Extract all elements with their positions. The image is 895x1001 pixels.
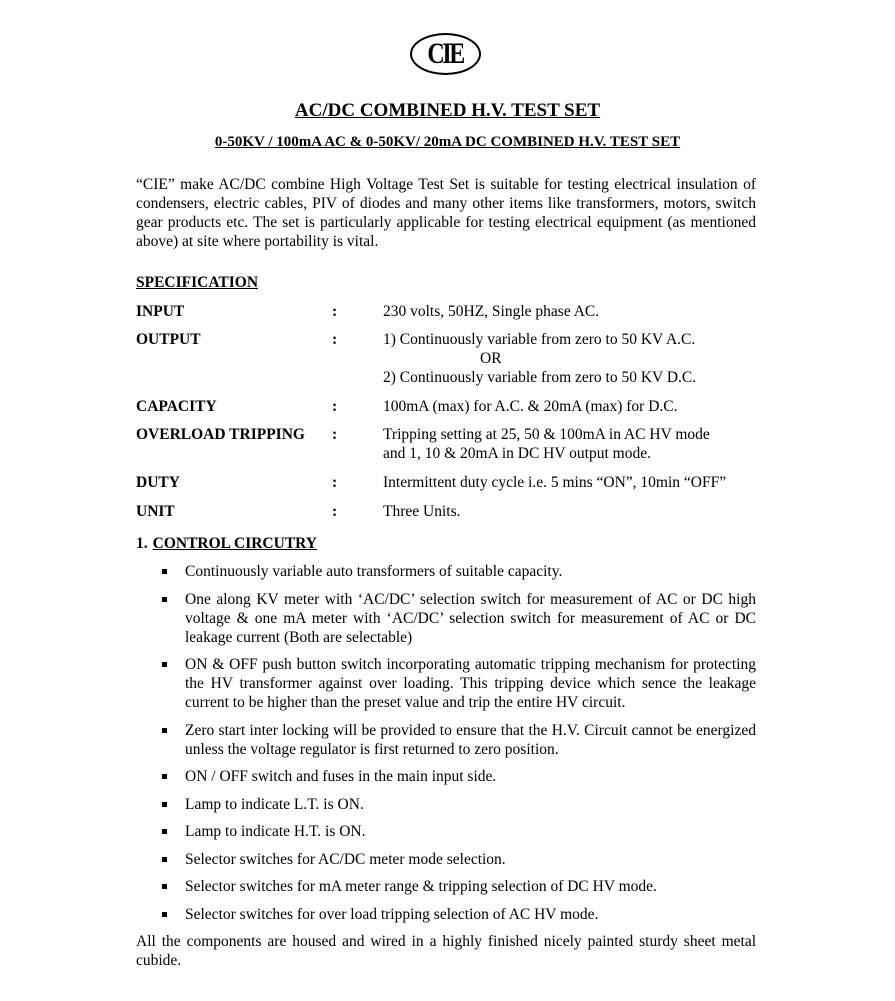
spec-key: OUTPUT <box>136 331 201 348</box>
bullet-square-icon <box>162 774 167 779</box>
section-number: 1. <box>136 535 148 552</box>
logo-text: CIE <box>427 37 464 70</box>
spec-separator: : <box>332 303 338 320</box>
section-title: CONTROL CIRCUTRY <box>152 535 318 552</box>
spec-key: UNIT <box>136 503 175 520</box>
spec-value-or: OR <box>480 350 502 367</box>
spec-key: INPUT <box>136 303 185 320</box>
list-item-text: Selector switches for mA meter range & tripping selection of DC HV mode. <box>185 878 657 895</box>
list-item <box>160 721 756 759</box>
control-circuitry-heading <box>136 535 317 553</box>
spec-separator: : <box>332 426 338 443</box>
spec-value-line: Intermittent duty cycle i.e. 5 mins “ON”, 10min “OFF” <box>383 474 727 491</box>
bullet-square-icon <box>162 829 167 834</box>
list-item <box>160 822 756 841</box>
spec-value <box>383 502 773 521</box>
document-subtitle: 0-50KV / 100mA AC & 0-50KV/ 20mA DC COMBINED H.V. TEST SET <box>214 134 681 150</box>
list-item <box>160 877 756 896</box>
specification-heading: SPECIFICATION <box>136 274 259 291</box>
spec-value-line: 1) Continuously variable from zero to 50 KV A.C. <box>383 331 696 348</box>
list-item-text: Selector switches for over load tripping selection of AC HV mode. <box>185 905 599 923</box>
spec-separator: : <box>332 331 338 348</box>
list-item-text: ON / OFF switch and fuses in the main input side. <box>185 768 497 785</box>
bullet-square-icon <box>162 597 167 602</box>
spec-value-line: Three Units. <box>383 503 461 520</box>
spec-key: CAPACITY <box>136 398 217 415</box>
spec-value-line: 230 volts, 50HZ, Single phase AC. <box>383 303 600 320</box>
intro-paragraph: “CIE” make AC/DC combine High Voltage Test Set is suitable for testing electrical insulation of condensers, electric cables, PIV of diodes and many other items like transformers, motors, switch gear products etc. The set is particularly applicable for testing electrical equipment (as mentioned above) at site where portability is vital. <box>136 176 756 250</box>
cie-logo <box>410 33 481 75</box>
list-item-text: Zero start inter locking will be provided to ensure that the H.V. Circuit cannot be energized unless the voltage regulator is first returned to zero position. <box>185 721 756 758</box>
spec-value <box>383 397 773 416</box>
bullet-square-icon <box>162 884 167 889</box>
list-item <box>160 795 756 814</box>
list-item <box>160 767 756 786</box>
bullet-square-icon <box>162 662 167 667</box>
list-item <box>160 850 756 869</box>
spec-separator: : <box>332 474 338 491</box>
spec-separator: : <box>332 398 338 415</box>
list-item-text: Lamp to indicate H.T. is ON. <box>185 823 366 840</box>
list-item <box>160 655 756 712</box>
document-title: AC/DC COMBINED H.V. TEST SET <box>294 100 601 121</box>
list-item-text: Selector switches for AC/DC meter mode selection. <box>185 850 506 868</box>
control-circuitry-list <box>160 562 756 932</box>
spec-value <box>383 473 773 492</box>
spec-value-line: and 1, 10 & 20mA in DC HV output mode. <box>383 445 651 462</box>
list-item-text: Lamp to indicate L.T. is ON. <box>185 795 364 813</box>
list-item <box>160 905 756 924</box>
spec-value <box>383 302 773 321</box>
bullet-square-icon <box>162 728 167 733</box>
list-item-text: Continuously variable auto transformers of suitable capacity. <box>185 563 563 580</box>
spec-key: DUTY <box>136 474 180 491</box>
spec-value <box>383 425 773 463</box>
bullet-square-icon <box>162 802 167 807</box>
spec-value-line: 2) Continuously variable from zero to 50 KV D.C. <box>383 369 697 386</box>
bullet-square-icon <box>162 857 167 862</box>
bullet-square-icon <box>162 912 167 917</box>
spec-separator: : <box>332 503 338 520</box>
spec-value-line: 100mA (max) for A.C. & 20mA (max) for D.C. <box>383 398 678 415</box>
closing-paragraph: All the components are housed and wired in a highly finished nicely painted sturdy sheet metal cubide. <box>136 933 756 969</box>
list-item-text: One along KV meter with ‘AC/DC’ selection switch for measurement of AC or DC high voltage & one mA meter with ‘AC/DC’ selection switch for measurement of AC or DC leakage current (Both are selectable) <box>185 590 756 646</box>
spec-value-line: Tripping setting at 25, 50 & 100mA in AC HV mode <box>383 426 710 443</box>
list-item <box>160 562 756 581</box>
spec-key: OVERLOAD TRIPPING <box>136 426 305 443</box>
bullet-square-icon <box>162 569 167 574</box>
list-item-text: ON & OFF push button switch incorporating automatic tripping mechanism for protecting the HV transformer against over loading. This tripping device which sence the leakage current to be higher than the preset value and trip the entire HV circuit. <box>185 656 756 711</box>
list-item <box>160 590 756 647</box>
spec-value <box>383 330 773 387</box>
